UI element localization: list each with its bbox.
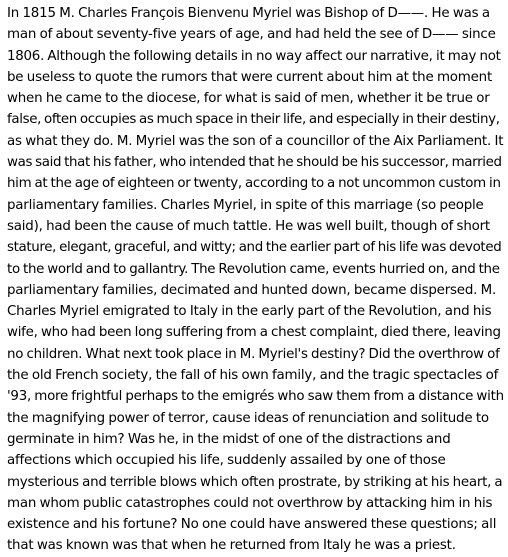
text-line: In 1815 M. Charles François Bienvenu Myriel was Bishop of D——. He was a (7, 6, 490, 21)
text-line: as what they do. M. Myriel was the son of a councillor of the Aix Parliament. It (7, 133, 504, 149)
text-line: 1806. Although the following details in no way affect our narrative, it may not (7, 48, 501, 64)
text-line: no children. What next took place in M. Myriel's destiny? Did the overthrow of (7, 346, 500, 362)
text-line: that was known was that when he returned from Italy he was a priest. (7, 538, 456, 554)
text-line: to the world and to gallantry. The Revolution came, events hurried on, and the (7, 261, 500, 277)
text-line: stature, elegant, graceful, and witty; and the earlier part of his life was devoted (7, 240, 502, 256)
text-line: be useless to quote the rumors that were current about him at the moment (7, 69, 492, 85)
text-line: Charles Myriel emigrated to Italy in the early part of the Revolution, and his (7, 304, 492, 320)
text-line: mysterious and terrible blows which often prostrate, by striking at his heart, a (7, 474, 503, 490)
text-line: when he came to the diocese, for what is said of men, whether it be true or (7, 91, 490, 107)
text-line: false, often occupies as much space in their life, and especially in their destiny, (7, 112, 500, 128)
text-line: parliamentary families, decimated and hunted down, became dispersed. M. (7, 282, 497, 298)
text-line: germinate in him? Was he, in the midst of one of the distractions and (7, 431, 451, 447)
text-line: wife, who had been long suffering from a chest complaint, died there, leaving (7, 325, 501, 341)
text-line: said), had been the cause of much tattle. He was well built, though of short (7, 218, 490, 234)
text-line: man whom public catastrophes could not overthrow by attacking him in his (7, 495, 493, 511)
text-line: affections which occupied his life, suddenly assailed by one of those (7, 453, 446, 469)
text-line: existence and his fortune? No one could have answered these questions; all (7, 517, 497, 533)
text-line: man of about seventy-five years of age, and had held the see of D—— since (7, 27, 496, 43)
body-text (7, 3, 502, 557)
text-line: him at the age of eighteen or twenty, according to a not uncommon custom in (7, 176, 501, 192)
text-line: was said that his father, who intended that he should be his successor, married (7, 155, 502, 171)
text-line: the old French society, the fall of his own family, and the tragic spectacles of (7, 368, 499, 384)
text-line: parliamentary families. Charles Myriel, in spite of this marriage (so people (7, 197, 484, 213)
text-line: '93, more frightful perhaps to the emigrés who saw them from a distance with (7, 389, 504, 405)
text-line: the magnifying power of terror, cause ideas of renunciation and solitude to (7, 410, 489, 426)
